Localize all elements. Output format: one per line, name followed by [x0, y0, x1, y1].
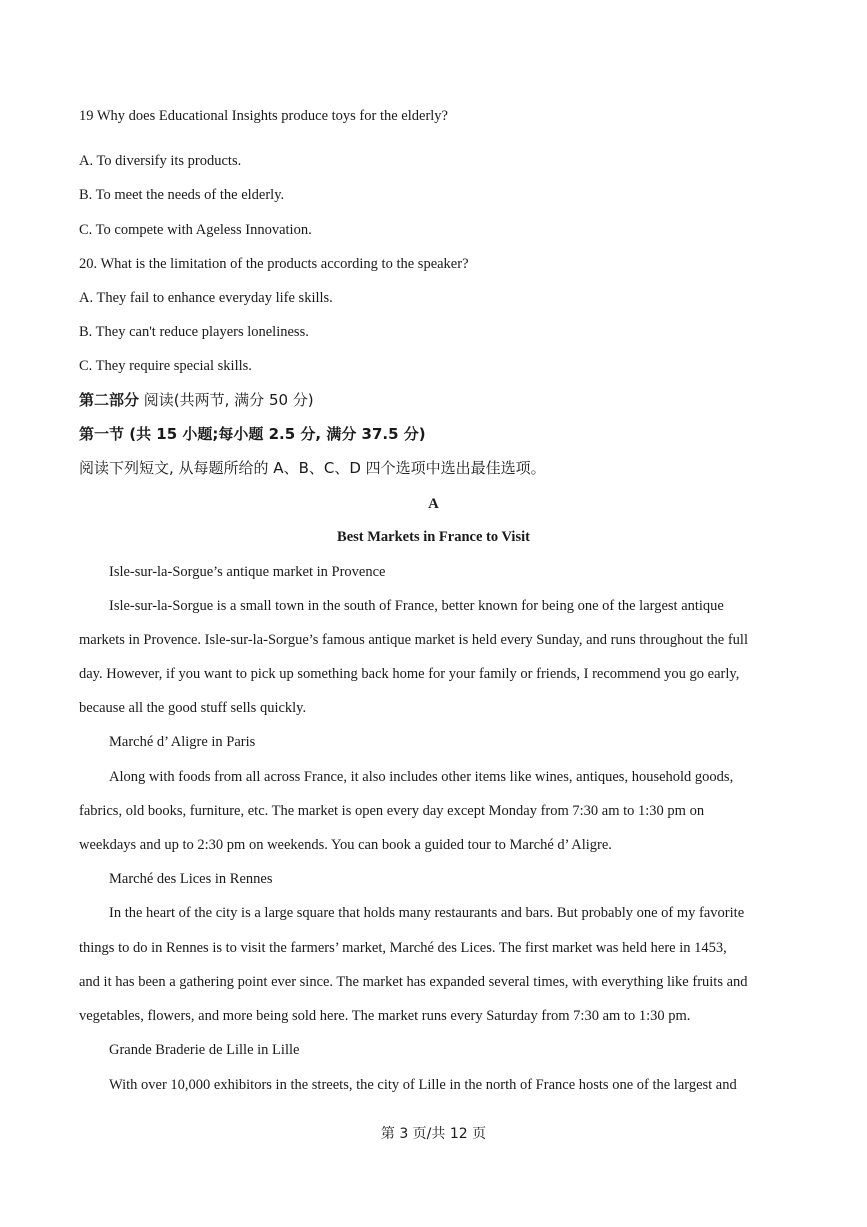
- passage-line: day. However, if you want to pick up something back home for your family or friends, I recommend you go early,: [79, 666, 740, 682]
- passage-line: and it has been a gathering point ever since. The market has expanded several times, with everything like fruits and: [79, 974, 748, 990]
- passage-subheading: Grande Braderie de Lille in Lille: [109, 1042, 300, 1058]
- question-20-option-c: C. They require special skills.: [79, 358, 252, 374]
- question-20-option-a: A. They fail to enhance everyday life skills.: [79, 290, 333, 306]
- passage-line: because all the good stuff sells quickly.: [79, 700, 307, 716]
- question-19-option-b: B. To meet the needs of the elderly.: [79, 187, 285, 203]
- passage-line: In the heart of the city is a large square that holds many restaurants and bars. But probably one of my favorite: [109, 905, 745, 921]
- passage-line: Along with foods from all across France, it also includes other items like wines, antiques, household goods,: [109, 769, 734, 785]
- passage-title: Best Markets in France to Visit: [337, 529, 530, 545]
- passage-line: Isle-sur-la-Sorgue is a small town in the south of France, better known for being one of the largest antique: [109, 598, 724, 614]
- passage-line: weekdays and up to 2:30 pm on weekends. You can book a guided tour to Marché d’ Aligre.: [79, 837, 612, 853]
- passage-subheading: Isle-sur-la-Sorgue’s antique market in Provence: [109, 564, 386, 580]
- passage-subheading: Marché d’ Aligre in Paris: [109, 734, 256, 750]
- part-two-description: 阅读(共两节, 满分 50 分): [139, 391, 314, 409]
- part-two-heading: [79, 390, 314, 410]
- page-number: 第 3 页/共 12 页: [380, 1126, 487, 1142]
- passage-line: fabrics, old books, furniture, etc. The market is open every day except Monday from 7:30 am to 1:30 pm on: [79, 803, 705, 819]
- reading-instruction: 阅读下列短文, 从每题所给的 A、B、C、D 四个选项中选出最佳选项。: [79, 459, 546, 477]
- passage-line: With over 10,000 exhibitors in the streets, the city of Lille in the north of France hosts one of the largest and: [109, 1077, 737, 1093]
- question-19-option-c: C. To compete with Ageless Innovation.: [79, 222, 312, 238]
- passage-line: markets in Provence. Isle-sur-la-Sorgue’s famous antique market is held every Sunday, and runs throughout the full: [79, 632, 748, 648]
- passage-label: A: [428, 496, 439, 512]
- question-19-stem: 19 Why does Educational Insights produce toys for the elderly?: [79, 108, 448, 124]
- part-two-label: 第二部分: [79, 391, 140, 409]
- question-20-stem: 20. What is the limitation of the products according to the speaker?: [79, 256, 469, 272]
- section-one-heading: 第一节 (共 15 小题;每小题 2.5 分, 满分 37.5 分): [79, 425, 426, 443]
- passage-subheading: Marché des Lices in Rennes: [109, 871, 273, 887]
- passage-line: vegetables, flowers, and more being sold here. The market runs every Saturday from 7:30 am to 1:30 pm.: [79, 1008, 691, 1024]
- question-20-option-b: B. They can't reduce players loneliness.: [79, 324, 309, 340]
- question-19-option-a: A. To diversify its products.: [79, 153, 242, 169]
- passage-line: things to do in Rennes is to visit the farmers’ market, Marché des Lices. The first market was held here in 1453,: [79, 940, 727, 956]
